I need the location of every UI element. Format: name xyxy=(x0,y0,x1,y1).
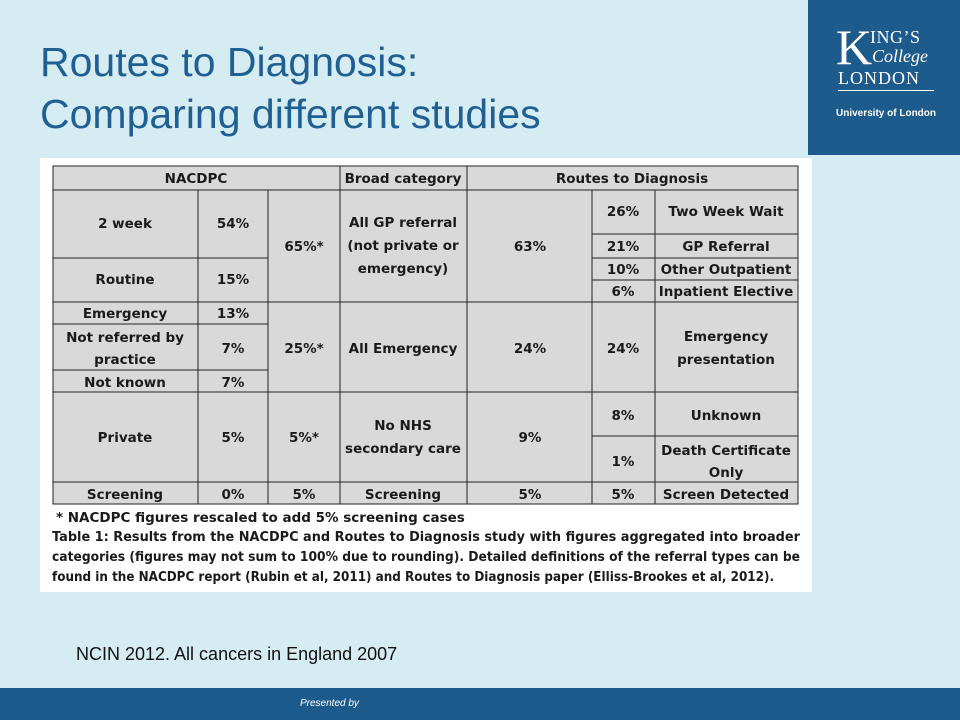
logo-divider xyxy=(838,90,934,91)
slide-title xyxy=(40,36,780,140)
cell-no-nhs-1: No NHS xyxy=(374,418,432,434)
table-caption-line-1: Table 1: Results from the NACDPC and Routes to Diagnosis study with figures aggregated into broader xyxy=(52,529,801,545)
cell-routine: Routine xyxy=(95,272,155,288)
footer-bar xyxy=(0,688,960,720)
cell-death-certificate-2: Only xyxy=(708,465,744,481)
cell-54: 54% xyxy=(216,216,250,232)
cell-not-referred-1: Not referred by xyxy=(66,330,184,346)
cell-10: 10% xyxy=(606,262,640,278)
cell-5-star: 5%* xyxy=(289,430,319,446)
logo-k: K xyxy=(836,19,873,75)
cell-screening-broad: Screening xyxy=(364,487,442,503)
cell-two-week-wait: Two Week Wait xyxy=(668,204,784,220)
cell-2-week: 2 week xyxy=(98,216,152,232)
cell-emergency: Emergency xyxy=(82,306,168,322)
cell-death-certificate-1: Death Certificate xyxy=(661,443,791,459)
cell-65-star: 65%* xyxy=(284,239,324,255)
title-line-1: Routes to Diagnosis: xyxy=(40,39,419,85)
routes-table xyxy=(40,158,812,592)
cell-26: 26% xyxy=(606,204,640,220)
cell-private: Private xyxy=(97,430,153,446)
cell-24-total: 24% xyxy=(513,341,547,357)
cell-5-d: 5% xyxy=(611,487,635,503)
cell-all-gp-2: (not private or xyxy=(347,238,459,254)
logo-london: LONDON xyxy=(838,68,920,88)
cell-all-gp-1: All GP referral xyxy=(349,215,457,231)
cell-no-nhs-2: secondary care xyxy=(345,441,461,457)
cell-all-emergency: All Emergency xyxy=(348,341,458,357)
cell-screen-detected: Screen Detected xyxy=(662,487,790,503)
header-nacdpc: NACDPC xyxy=(164,171,228,187)
cell-6: 6% xyxy=(611,284,635,300)
table-caption-line-2: categories (figures may not sum to 100% due to rounding). Detailed definitions of the referral types can be xyxy=(52,549,800,565)
cell-0: 0% xyxy=(221,487,245,503)
cell-screening: Screening xyxy=(86,487,164,503)
logo-college: College xyxy=(872,46,928,66)
header-routes-to-diagnosis: Routes to Diagnosis xyxy=(555,171,709,187)
cell-24-route: 24% xyxy=(606,341,640,357)
source-note: NCIN 2012. All cancers in England 2007 xyxy=(76,644,398,664)
cell-not-referred-2: practice xyxy=(94,352,156,368)
presented-by: Presented by xyxy=(300,698,359,709)
table-caption-line-3: found in the NACDPC report (Rubin et al, 2011) and Routes to Diagnosis paper (Elliss-Brookes et al, 2012). xyxy=(52,569,774,585)
cell-inpatient-elective: Inpatient Elective xyxy=(658,284,794,300)
cell-15: 15% xyxy=(216,272,250,288)
cell-7-b: 7% xyxy=(221,375,245,391)
cell-all-gp-3: emergency) xyxy=(357,261,449,277)
header-broad-category: Broad category xyxy=(344,171,462,187)
table-footnote: * NACDPC figures rescaled to add 5% screening cases xyxy=(56,510,465,526)
cell-8: 8% xyxy=(611,408,635,424)
routes-table-image xyxy=(40,158,812,592)
cell-5-b: 5% xyxy=(292,487,316,503)
cell-5-c: 5% xyxy=(518,487,542,503)
cell-13: 13% xyxy=(216,306,250,322)
cell-gp-referral: GP Referral xyxy=(682,239,770,255)
cell-emergency-presentation-2: presentation xyxy=(677,352,775,368)
cell-1: 1% xyxy=(611,454,635,470)
cell-unknown: Unknown xyxy=(690,408,762,424)
logo-university: University of London xyxy=(836,108,936,119)
cell-other-outpatient: Other Outpatient xyxy=(660,262,792,278)
cell-not-known: Not known xyxy=(84,375,166,391)
cell-emergency-presentation-1: Emergency xyxy=(683,329,769,345)
cell-5-a: 5% xyxy=(221,430,245,446)
cell-63: 63% xyxy=(513,239,547,255)
kings-college-logo xyxy=(808,0,960,155)
cell-21: 21% xyxy=(606,239,640,255)
title-line-2: Comparing different studies xyxy=(40,91,541,137)
cell-25-star: 25%* xyxy=(284,341,324,357)
cell-9: 9% xyxy=(518,430,542,446)
logo-ings: ING’S xyxy=(870,27,921,47)
cell-7-a: 7% xyxy=(221,341,245,357)
